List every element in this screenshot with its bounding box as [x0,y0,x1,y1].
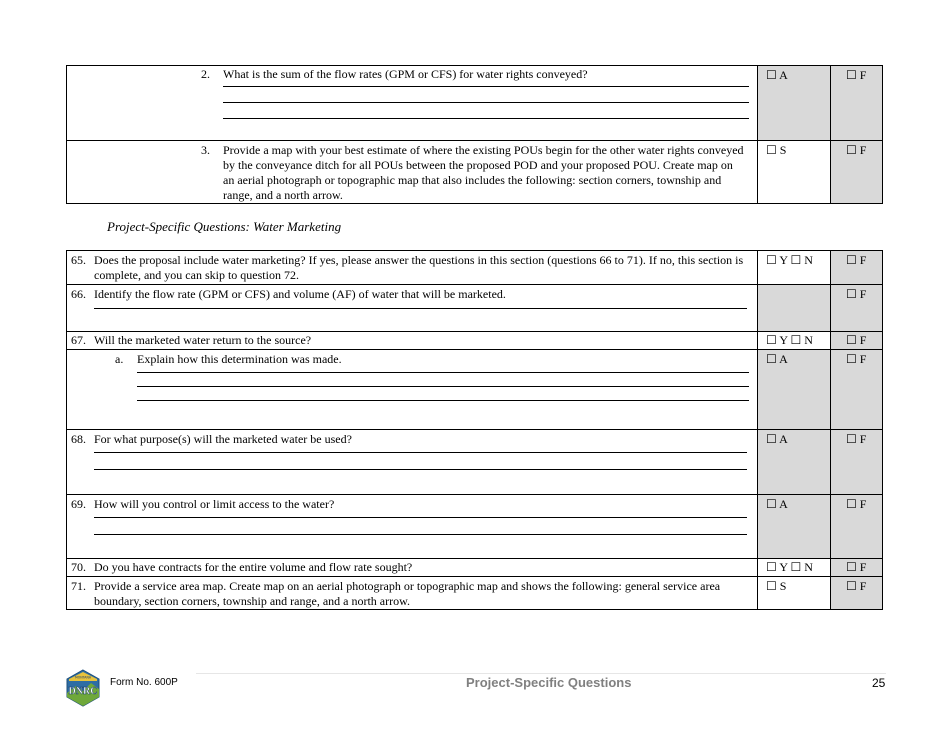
yes-no-checkboxes[interactable]: ☐ Y ☐ N [766,253,813,267]
question-cell [67,251,758,285]
table-row [67,495,883,559]
flag-checkbox[interactable]: ☐ F [846,287,867,301]
table-row [67,141,883,204]
flag-cell[interactable] [831,495,883,559]
footer-title: Project-Specific Questions [466,675,632,690]
answer-lines[interactable] [67,517,757,535]
logo-text: DNRC [68,686,98,697]
answer-lines[interactable] [67,372,757,401]
table-row [67,559,883,577]
question-number: 2. [201,67,210,81]
logo-arc-text: MONTANA [74,675,92,680]
flag-cell[interactable] [831,430,883,495]
answer-lines[interactable] [67,308,757,309]
table-row [67,350,883,430]
question-text: For what purpose(s) will the marketed water be used? [94,432,352,446]
question-number: a. [115,352,124,366]
top-question-table [66,65,883,204]
answer-checkbox[interactable]: ☐ A [766,497,788,511]
question-text: How will you control or limit access to the water? [94,497,335,511]
question-number: 69. [71,497,86,511]
table-row [67,285,883,332]
answer-cell[interactable] [758,350,831,430]
answer-checkbox[interactable]: ☐ A [766,68,788,82]
question-cell [67,559,758,577]
flag-checkbox[interactable]: ☐ F [846,432,867,446]
flag-cell[interactable] [831,559,883,577]
table-row [67,251,883,285]
question-text: Identify the flow rate (GPM or CFS) and volume (AF) of water that will be marketed. [94,287,506,301]
water-marketing-table [66,250,883,610]
answer-cell[interactable] [758,577,831,610]
answer-cell[interactable] [758,430,831,495]
question-number: 3. [201,143,210,157]
question-text: Do you have contracts for the entire volume and flow rate sought? [94,560,413,574]
question-text: Does the proposal include water marketing? If yes, please answer the questions in this section (questions 66 to 71). If no, this section is complete, and you can skip to question 72. [94,253,744,282]
answer-checkbox[interactable]: ☐ S [766,143,787,157]
answer-cell[interactable] [758,66,831,141]
table-row [67,66,883,141]
flag-cell[interactable] [831,66,883,141]
answer-cell[interactable] [758,141,831,204]
flag-checkbox[interactable]: ☐ F [846,579,867,593]
question-cell [67,332,758,350]
page-footer [0,665,950,715]
question-number: 66. [71,287,86,301]
answer-checkbox[interactable]: ☐ A [766,432,788,446]
footer-divider [196,673,886,674]
flag-checkbox[interactable]: ☐ F [846,560,867,574]
answer-cell[interactable] [758,251,831,285]
yes-no-checkboxes[interactable]: ☐ Y ☐ N [766,333,813,347]
question-number: 67. [71,333,86,347]
answer-checkbox[interactable]: ☐ S [766,579,787,593]
question-text: Provide a service area map. Create map on an aerial photograph or topographic map and shows the following: general service area boundary, section corners, township and range, and a north arrow. [94,579,721,608]
question-text: Provide a map with your best estimate of where the existing POUs begin for the other water rights conveyed by the conveyance ditch for all POUs between the proposed POD and your proposed POU. Create map on an aerial photograph or topographic map that also includes the following: section corners, township and range, and a north arrow. [223,143,744,202]
answer-cell[interactable] [758,495,831,559]
question-cell [67,141,758,204]
question-cell [67,577,758,610]
flag-checkbox[interactable]: ☐ F [846,497,867,511]
question-number: 70. [71,560,86,574]
answer-cell-empty [758,285,831,332]
flag-cell[interactable] [831,350,883,430]
question-number: 68. [71,432,86,446]
question-cell [67,430,758,495]
yes-no-checkboxes[interactable]: ☐ Y ☐ N [766,560,813,574]
flag-checkbox[interactable]: ☐ F [846,68,867,82]
table-row [67,577,883,610]
table-row [67,332,883,350]
answer-checkbox[interactable]: ☐ A [766,352,788,366]
question-cell [67,66,758,141]
flag-cell[interactable] [831,141,883,204]
question-number: 71. [71,579,86,593]
table-row [67,430,883,495]
question-text: What is the sum of the flow rates (GPM or CFS) for water rights conveyed? [223,67,588,81]
flag-cell[interactable] [831,332,883,350]
flag-checkbox[interactable]: ☐ F [846,253,867,267]
question-number: 65. [71,253,86,267]
flag-cell[interactable] [831,251,883,285]
flag-checkbox[interactable]: ☐ F [846,143,867,157]
question-cell [67,285,758,332]
section-heading: Project-Specific Questions: Water Marketing [107,219,342,234]
answer-lines[interactable] [67,452,757,470]
flag-checkbox[interactable]: ☐ F [846,333,867,347]
question-cell [67,495,758,559]
answer-cell[interactable] [758,332,831,350]
question-text: Explain how this determination was made. [137,352,342,366]
page-number: 25 [872,676,886,690]
question-cell [67,350,758,430]
dnrc-logo-icon [64,669,102,707]
answer-lines[interactable] [67,86,757,119]
form-number: Form No. 600P [110,677,178,688]
flag-cell[interactable] [831,285,883,332]
flag-checkbox[interactable]: ☐ F [846,352,867,366]
flag-cell[interactable] [831,577,883,610]
question-text: Will the marketed water return to the source? [94,333,312,347]
answer-cell[interactable] [758,559,831,577]
